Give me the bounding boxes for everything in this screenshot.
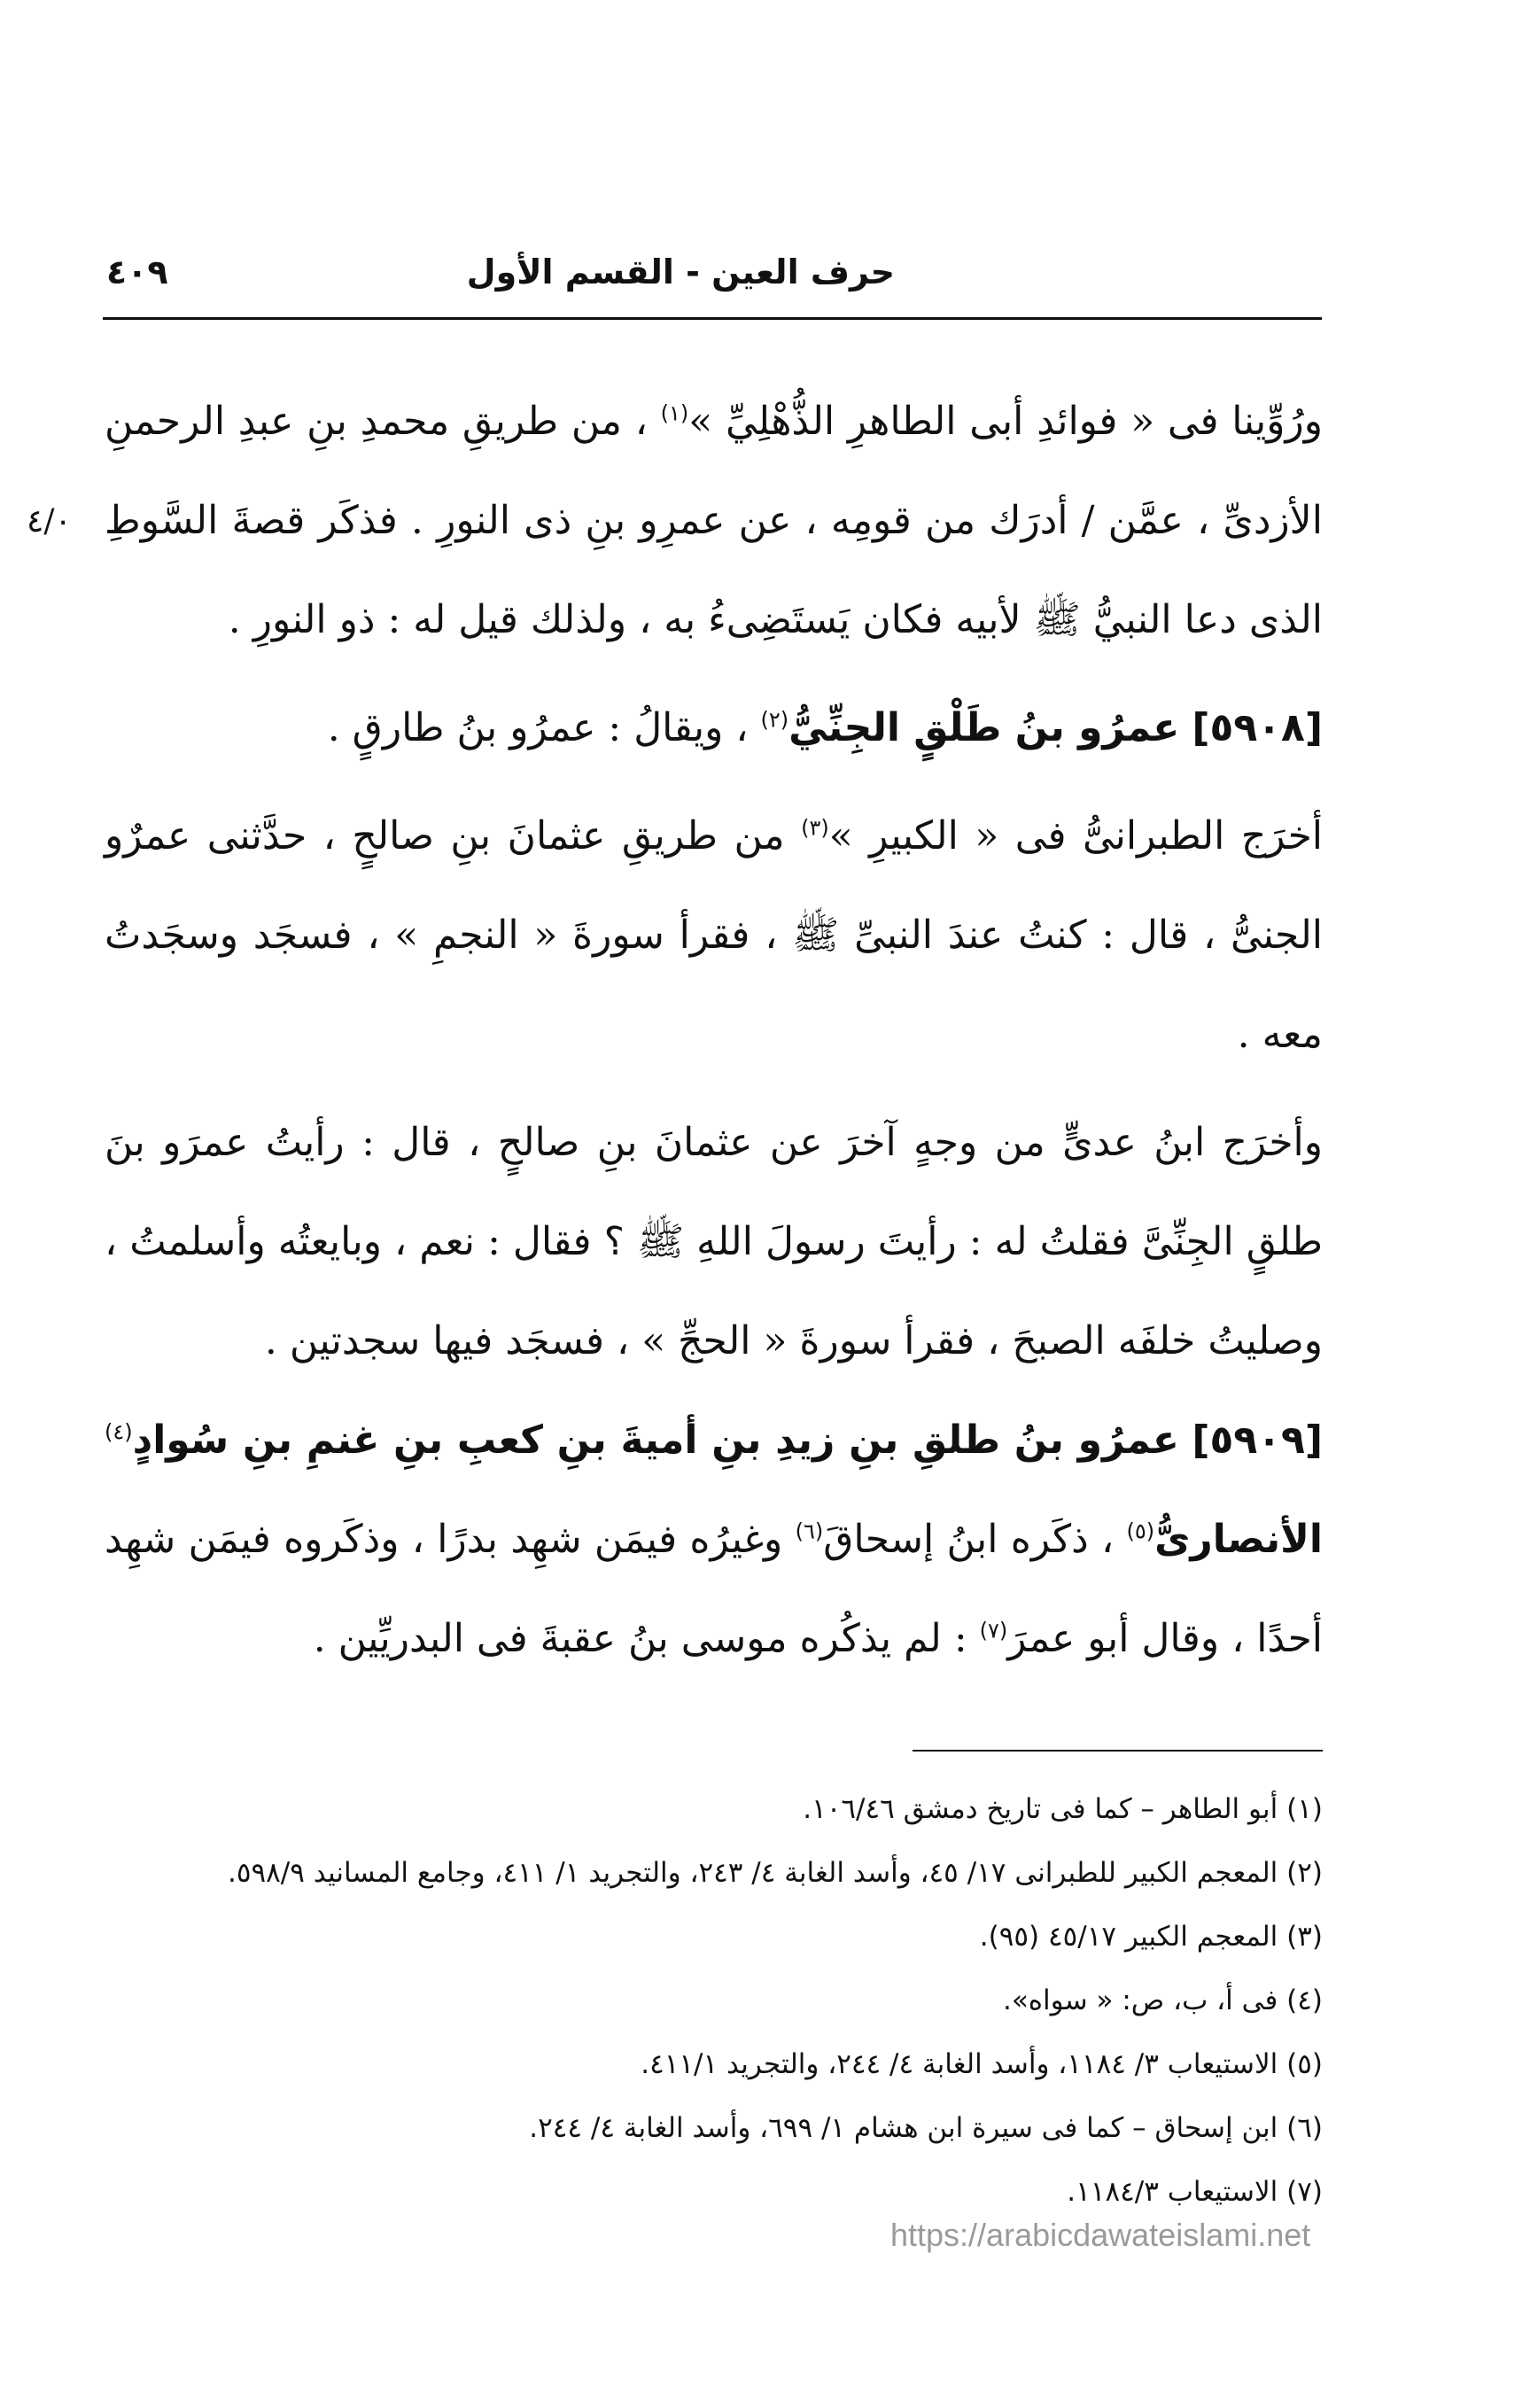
entry-5908-rest: ، ويقالُ : عمرُو بنُ طارقٍ . [327, 705, 761, 750]
entry-5909-number: [٥٩٠٩] [1192, 1418, 1323, 1463]
footnote-2: (٢) المعجم الكبير للطبرانى ١٧/ ٤٥، وأسد الغابة ٤/ ٢٤٣، والتجريد ١/ ٤١١، وجامع المسانيد ٥٩٨/٩. [227, 1857, 1323, 1889]
page-number: ٤٠٩ [106, 252, 168, 291]
paragraph-1 [105, 372, 1323, 670]
footnotes [105, 1781, 1323, 2227]
footnote-ref-6: (٦) [795, 1519, 824, 1544]
footnote-ref-4: (٤) [105, 1419, 133, 1445]
entry-5909-text-c: : لم يذكُره موسى بنُ عقبةَ فى البدريِّين . [313, 1616, 980, 1661]
paragraph-1-text-b: ، من طريقِ محمدِ بنِ عبدِ الرحمنِ الأزدىِّ ، عمَّن / أدرَك من قومِه ، عن عمرِو بنِ ذى النورِ . فذكَر قصةَ السَّوطِ الذى دعا النبيُّ ﷺ لأبيه فكان يَستَضِىءُ به ، ولذلك قيل له : ذو النورِ . [105, 399, 1323, 642]
entry-5909-name: عمرُو بنُ طلقِ بنِ زيدِ بنِ أميةَ بنِ كعبِ بنِ غنمِ بنِ سُوادٍ [132, 1418, 1179, 1463]
entry-5908-number: [٥٩٠٨] [1192, 705, 1323, 750]
footnote-ref-3: (٣) [801, 815, 829, 841]
footnote-ref-1: (١) [660, 400, 689, 426]
footnote-6: (٦) ابن إسحاق – كما فى سيرة ابن هشام ١/ ٦٩٩، وأسد الغابة ٤/ ٢٤٤. [529, 2112, 1323, 2144]
entry-5909 [105, 1391, 1323, 1689]
footnote-4: (٤) فى أ، ب، ص: « سواه». [1002, 1985, 1323, 2016]
paragraph-2-text-b: من طريقِ عثمانَ بنِ صالحٍ ، حدَّثنى عمرٌو الجنىُّ ، قال : كنتُ عندَ النبىِّ ﷺ ، فقرأ سورةَ « النجمِ » ، فسجَد وسجَدتُ معه . [105, 813, 1323, 1057]
paragraph-2 [105, 787, 1323, 1084]
footnote-3: (٣) المعجم الكبير ٤٥/١٧ (٩٥). [979, 1921, 1323, 1953]
footnote-7: (٧) الاستيعاب ١١٨٤/٣. [1067, 2176, 1323, 2208]
entry-5909-nisba: الأنصارىُّ [1154, 1517, 1323, 1562]
entry-5909-text-b: وغيرُه فيمَن شهِد بدرًا ، وذكَروه فيمَن شهِد أحدًا ، وقال أبو عمرَ [105, 1517, 1323, 1661]
footnote-ref-7: (٧) [979, 1618, 1008, 1643]
running-header [106, 252, 1320, 306]
main-text [105, 372, 1323, 1689]
running-title: حرف العين - القسم الأول [466, 252, 895, 291]
paragraph-3: وأخرَج ابنُ عدىٍّ من وجهٍ آخرَ عن عثمانَ بنِ صالحٍ ، قال : رأيتُ عمرَو بنَ طلقٍ الجِنِّىَّ فقلتُ له : رأيتَ رسولَ اللهِ ﷺ ؟ فقال : نعم ، وبايعتُه وأسلمتُ ، وصليتُ خلفَه الصبحَ ، فقرأ سورةَ « الحجِّ » ، فسجَد فيها سجدتين . [105, 1120, 1323, 1363]
watermark-url: https://arabicdawateislami.net [890, 2217, 1311, 2253]
footnote-ref-2: (٢) [760, 707, 789, 733]
margin-note: ٤/٠ [27, 503, 72, 540]
footnote-ref-5: (٥) [1126, 1519, 1155, 1544]
footnote-5: (٥) الاستيعاب ٣/ ١١٨٤، وأسد الغابة ٤/ ٢٤٤، والتجريد ٤١١/١. [641, 2048, 1323, 2080]
paragraph-2-text-a: أخرَج الطبرانىُّ فى « الكبيرِ » [828, 813, 1323, 858]
header-rule [103, 317, 1322, 320]
entry-5908 [105, 679, 1323, 778]
footnote-rule [913, 1750, 1323, 1752]
footnote-1: (١) أبو الطاهر – كما فى تاريخ دمشق ١٠٦/٤٦. [803, 1793, 1323, 1825]
paragraph-1-text-a: ورُوِّينا فى « فوائدِ أبى الطاهرِ الذُّهْلِيِّ » [688, 399, 1323, 444]
entry-5909-text-a: ، ذكَره ابنُ إسحاقَ [823, 1517, 1127, 1562]
entry-5908-name: عمرُو بنُ طَلْقٍ الجِنِّيُّ [788, 705, 1180, 750]
